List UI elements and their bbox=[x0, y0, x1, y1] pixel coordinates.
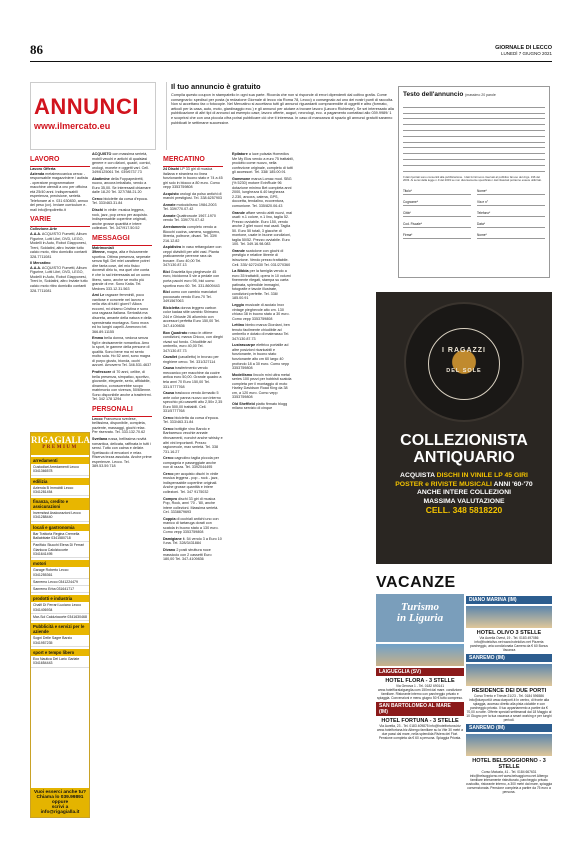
ad-body: motociclismo 1984-2003 Tel. 339/770.07.42 bbox=[163, 202, 217, 212]
classifieds-column-2 bbox=[92, 152, 152, 471]
ad-body: in vaso rettangolare con ceppi divisibili per altri vasi. Pianta praticamente perenne rara da trovare. Euro 40,00 Tel. 347/130.87.13 bbox=[163, 245, 222, 268]
ad-lead: Epilatore bbox=[232, 152, 248, 156]
vacanze-left-column bbox=[376, 594, 464, 822]
ad-lead: Old Sheffield bbox=[232, 401, 255, 406]
directory-category: motori bbox=[31, 560, 89, 567]
directory-entry: Bar Trattoria Regina Cremella Ballabbiate 0341580718 bbox=[31, 531, 89, 543]
classified-ad bbox=[163, 548, 223, 562]
classified-ad bbox=[232, 343, 294, 370]
ad-lead: Grande bbox=[232, 210, 245, 215]
section-heading: MERCATINO bbox=[163, 156, 205, 163]
logo-text-top: I RAGAZZI bbox=[442, 347, 486, 354]
hotel-details: Via Genova 1 - Tel. 0182 690141 www.hotelfloralaigueglia.com 150mt dal mare. condizione familiare. Ristorante interno con parcheggio privato e spiaggia. Convenzioni e menu giugno 50 € tutto compreso. bbox=[377, 684, 463, 700]
ad-body: di occhiali antichi uno con manico di tartaruga dorati con scatola in buono stato a 130 euro. Como vepp 3353759808 bbox=[163, 516, 219, 535]
ragazzi-del-sole-logo bbox=[428, 328, 500, 400]
ad-body: bella donna, vedova senza figli e decisamente romantica. Amo lo sport, le gamme della persone di qualità. Sono bene ma mi sento molto sola. Ho 52 anni, sono magra di purpo giusto, bionda, occhi azzurri. Amoverro Tel. 346.531.4637 bbox=[92, 336, 152, 368]
ad-lead: A.A.A. bbox=[30, 232, 42, 237]
rigagialla-footer-line: Vuoi esserci anche tu? bbox=[33, 790, 87, 795]
classified-ad bbox=[163, 427, 223, 454]
collector-line: MASSIMA VALUTAZIONE bbox=[423, 497, 505, 505]
subsection-heading: Lavoro Offerta bbox=[30, 167, 56, 171]
collector-line: ANCHE INTERE COLLEZIONI bbox=[416, 489, 512, 497]
ad-body: ragazze femminili, poco vanitose e concrete nel lavoro e nella vita di tutti i giorni? Allora eccomi, mi chiamo Cristina e sono una ragazza italiana. Seriosità ma discreta, amante della natura e della spensierata montagna. Sono mora ed ho lunghi capelli. Amerovro tel. 366.89.11155 bbox=[92, 293, 152, 334]
ad-lead: Divano bbox=[163, 548, 176, 553]
issue-date: LUNEDÌ 7 GIUGNO 2021 bbox=[500, 51, 552, 56]
hotel-name: HOTEL FORTUNA - 3 STELLE bbox=[381, 718, 459, 724]
classified-ad bbox=[163, 391, 223, 414]
coupon-field[interactable]: Via e n° bbox=[477, 197, 545, 206]
classified-ad bbox=[232, 303, 294, 321]
classified-ad bbox=[163, 203, 223, 212]
collector-line-highlight: POSTER e RIVISTE MUSICALI bbox=[395, 480, 492, 488]
classified-ad bbox=[232, 211, 294, 247]
ad-body: bimbo marca Giordani, ben tenuto facilmente chiudibile ad ombrello e dotato di materasso Tel. 347/130.87.73 bbox=[232, 323, 290, 341]
ad-lead: Cerco bbox=[163, 456, 174, 461]
newspaper-name: GIORNALE DI LECCO bbox=[495, 45, 552, 51]
collector-headline bbox=[376, 432, 552, 466]
ad-body: uomo con cambio marciatori pocousato vendo Euro.70 Tel. 3491567063 bbox=[163, 290, 218, 304]
classified-ad bbox=[163, 456, 223, 470]
collector-line: ANNI '60-'70 bbox=[491, 480, 533, 488]
classified-ad bbox=[163, 214, 223, 223]
hotel-details: Via Aurelia Ovest, 19 - Tel. 0183 497086 info@hotelolivo.net www.hotelolivo.net Pizzeria parcheggio, aria condizionata Camera da € 60 Bonus Vacanza bbox=[470, 636, 548, 652]
classified-ad bbox=[232, 323, 294, 341]
classified-ad bbox=[92, 197, 152, 206]
ad-lead: Box Quadrato bbox=[163, 330, 188, 335]
section-heading: MESSAGGI bbox=[92, 234, 130, 242]
classified-ad bbox=[92, 250, 152, 291]
rigagialla-footer-line: Chiama lo 039.99891 oppure bbox=[36, 795, 84, 805]
ad-body: donna leggero carbon color kadaa stile cambio Shimano 244 e Ghiuste 26 alluminio con accessori perfetta Euro 150,00 Tel. 347-4109836 bbox=[163, 305, 220, 328]
vacanze-title: VACANZE bbox=[376, 574, 456, 591]
rigagialla-box bbox=[30, 432, 90, 818]
ad-lead: Lustrascarpe bbox=[232, 343, 256, 348]
ad-lead: Cerco bbox=[163, 471, 174, 476]
directory-category: finanza, credito e assicurazioni bbox=[31, 498, 89, 510]
ad-body: cagnolino taglia piccola per compagnia e passeggiate anche non di razza. Tel. 3392044495 bbox=[163, 456, 219, 470]
ad-lead: Modellismo bbox=[232, 372, 253, 377]
ad-body: rosso in ottime condizioni, marca Chicco, con dieghi vivaci sul fondo. Chiudibile ad ombrello, euro 40,00 Tel. 347/130.87.73 bbox=[163, 330, 223, 353]
hotel-photo bbox=[466, 606, 552, 628]
ad-body: per acquisto dischi in vinile musica leggera - pop - rock - jazz, indispensabile copertine originali. Anche grosse quantità e intere collezioni. Tel. 347 9175032 bbox=[163, 471, 219, 494]
ad-lead: Bicicletta bbox=[163, 305, 180, 310]
ad-lead: Cavallet bbox=[163, 355, 178, 360]
coupon-field[interactable]: Città* bbox=[403, 208, 471, 217]
ad-lead: Bici bbox=[163, 269, 170, 274]
classified-ad bbox=[163, 497, 223, 515]
classified-ad bbox=[232, 249, 294, 267]
ad-body: (cavalletto) in bronzo per ringhiere cerco. Tel. 331/327114 bbox=[163, 355, 219, 364]
hotel-name: HOTEL OLIVO 3 STELLE bbox=[476, 630, 542, 636]
ad-body: orologi da polso antichi di marchi prestigiosi. Tel. 338.6257903 bbox=[163, 191, 222, 201]
ad-lead: Damigiane bbox=[163, 536, 182, 541]
directory-entry: Sanremo Erba 031641717 bbox=[31, 586, 89, 593]
seaside-photo bbox=[376, 644, 464, 666]
ad-lead: Lecco bbox=[92, 416, 103, 421]
ad-lead: Leggio bbox=[232, 302, 245, 307]
ad-body: piatto firmato blogg milano servizio di cinque bbox=[232, 401, 288, 411]
coupon-title bbox=[403, 91, 545, 98]
ad-lead: Gommone bbox=[232, 176, 251, 181]
ad-lead: Azienda bbox=[30, 171, 45, 176]
hotel-details: Via Aurelia, 23 - Tel. 0183 409875 info@hotelfortuna.biz www.hotelfortuna.biz Albergo familiare su la Vite 30 metri a due passi dal mare, nella splendida Riviera dei Fiori. Pensione completa da € 60 a persona. Spiaggia Privata. bbox=[377, 724, 463, 740]
ad-body: per la famiglia vendo a euro 35 trattabili, opera in 10 volumi finemente rilegati, stampa su carta patinata, splendide immagini, fotografie e tavole illustrate, condizioni perfette. Tel. 338/ 185.00.91 bbox=[232, 269, 291, 301]
directory-entry: Sanremo Lecco 0341224479 bbox=[31, 579, 89, 586]
ad-body: dischi 33 giri di musica Pop, Rock, anni '70 - '80, anche intere collezioni. Massima serietà. Cel. 3338879693 bbox=[163, 496, 219, 515]
ad-lead: 39enne, bbox=[92, 250, 106, 255]
ad-body: in vinile: musica leggera, rock, jazz, pop cerco per acquisto. Indispensabile copertine originali, anche grosse quantità e intere collezioni. Tel. 347/917.50.52 bbox=[92, 208, 148, 231]
classified-ad bbox=[163, 290, 223, 304]
ad-lead: Grande bbox=[232, 248, 245, 253]
directory-entry: Invemdsst Assicurazioni Lecco 0341288440 bbox=[31, 510, 89, 522]
annunci-title: ANNUNCI bbox=[34, 94, 139, 119]
directory-entry: Mar-Sol Calolziocorte 0341630468 bbox=[31, 614, 89, 621]
classified-ad bbox=[92, 370, 152, 402]
classified-ad bbox=[30, 172, 90, 213]
directory-category: locali e gastronomia bbox=[31, 524, 89, 531]
ad-lead: Emma bbox=[92, 336, 104, 341]
rigagialla-brand: RIGAGIALLA bbox=[31, 435, 91, 445]
section-heading: VARIE bbox=[30, 216, 51, 224]
collector-line-highlight: DISCHI IN VINILE LP 45 GIRI bbox=[436, 472, 528, 479]
ad-body: lt. 54 vendo 3 a Euro 10 l'una. Tel. 328/3431884 bbox=[163, 536, 222, 546]
ad-body: lincoln mini ultra metal series 100 pezzi per hobbisti scatola completa per il montaggio di moto Harley Davidson Road King da 38 cm, a 120 euro. Como vepp 3353759808 bbox=[232, 372, 292, 400]
classified-ad bbox=[92, 437, 152, 469]
hotel-photo bbox=[466, 664, 552, 686]
ad-lead: Cerco bbox=[92, 196, 103, 201]
ad-lead: Abatimine bbox=[92, 176, 110, 181]
classified-ad bbox=[92, 336, 152, 368]
ad-body: 2 posti struttura noce massiccio con 2 cassetti Euro 180,00 Tel. 347-4109836 bbox=[163, 548, 212, 562]
ad-body: biciclette da corsa d'epoca. Tel. 333/463.31.84 bbox=[92, 196, 148, 206]
ad-lead: Cerco bbox=[163, 415, 174, 420]
directory-entry: Eco Nautica Del Lario Garlate 0341654443 bbox=[31, 656, 89, 668]
ad-body: affare vendo abiti nuovi, mai usati: n.1 colore, n.1 lino, taglia 52. Prezzo ovviabile. Euro 150, vendo anche 2 gilet nuovi mai usati. Taglia 50. Euro 50 totali, 3 giacche di montone, usate in buone condizioni, taglia 50/52. Prezzo ovviabile. Euro 100. Tel. 349.16.98.083 bbox=[232, 210, 293, 247]
coupon-text-lines[interactable] bbox=[403, 102, 545, 172]
classified-ad bbox=[163, 245, 223, 268]
classified-ad bbox=[163, 517, 223, 535]
classified-ad bbox=[232, 269, 294, 301]
ad-lead: Bici bbox=[163, 290, 170, 295]
subsection-heading: Matrimoniali bbox=[92, 245, 114, 250]
ad-lead: Dischi bbox=[92, 208, 104, 213]
logo-text-bottom: DEL SOLE bbox=[446, 368, 482, 374]
ad-body: Graziella tipo pieghevole 45 euro, bicidonna 5 vie a pedale con porta pacchi euro 95, bici uomo sportiva euro 60. Tel. 331.8609443 bbox=[163, 269, 220, 288]
ad-body: russa, bellissima novità romantica, delicata, raffinata in tutti i sensi. Tutto con calma e delizie. Spettacolo di emozioni e relax. Riserva tezza assoluta. Anche prime esperienze. Lecco. Tel. 389.53.59.718 bbox=[92, 436, 152, 469]
classified-ad bbox=[92, 177, 152, 195]
directory-entry: Sogni Delle Sagre Barzio 0341957235 bbox=[31, 635, 89, 647]
classified-ad bbox=[163, 366, 223, 389]
ad-coupon-form bbox=[398, 86, 550, 278]
ad-lead: Coppia bbox=[163, 516, 176, 521]
ad-body: LP 33 giri di musica italiana e straniera no linea funzionante in buono stato e 74 a 45 giri solo in blocco a 80 euro. Como vepp 3353759808 bbox=[163, 167, 223, 190]
classified-ad bbox=[92, 293, 152, 334]
ad-body: Francesca svedese, bellissima, disponibile, completa, paziente, massaggi, giochi relax. Per riservato. Tel. 333.132.70.62 bbox=[92, 416, 146, 435]
directory-category: Pubblicità e servizi per le aziende bbox=[31, 623, 89, 635]
classified-ad bbox=[30, 232, 90, 259]
ad-lead: Cerco bbox=[163, 426, 174, 431]
classified-ad bbox=[163, 270, 223, 288]
classified-ad bbox=[163, 331, 223, 354]
ad-body: magra, alta e fisicamente sportiva. Ottima presenza, seperate senza figli. Dei miei carattere potrei dire fanta cose, del mio fisico dovresti dirlo tu, ma quel che conta è che lo sai interessata ad un uomo libero, sano, anche se molto più grande di me. Sono Katia. Tel. Medves 333.12.31.563 bbox=[92, 250, 151, 291]
ad-lead: Ami Le bbox=[92, 293, 105, 298]
subsection-heading: Il Mercatino bbox=[30, 261, 51, 266]
classified-ad bbox=[163, 537, 223, 546]
page-header bbox=[30, 44, 552, 62]
ad-body: di 70 anni, celibe, di bella presenza, simpatico, sportivo, giovanile, elegante, serio, affidabile, dinamico, conoscerebbe scopo matrimonio con vivenza, 50/65enne. Sono disponibile anche a trasferirmi. Tel. 342 178 1294 bbox=[92, 369, 152, 402]
rigagialla-directory bbox=[31, 457, 89, 668]
section-heading: PERSONALI bbox=[92, 405, 133, 413]
masthead bbox=[495, 45, 552, 56]
hotel-list-left bbox=[376, 668, 464, 740]
rigagialla-footer-line[interactable]: scrivi a info@rigagialla.it bbox=[40, 805, 80, 815]
directory-category: edilizia bbox=[31, 478, 89, 485]
hotel-list-right bbox=[466, 594, 552, 822]
ad-body: ACQUISTO Fumetti, Album Figurine, Lotti Libri, DVD, LEGO, Modelli in Auto, Robot Giapponesi, Treni in, Soldatini, altro Inviate tutto calcio moto ritiro domicilio contanti 328-7711081 bbox=[30, 265, 88, 293]
ad-body: traslocco vendo Armadio 5 ante color panna nuovo con interno specchio più cassetti alto 2,50x 2,35 Euro 500,00 trattabili. Cell. 331/5777768 bbox=[163, 391, 223, 414]
turismo-text: Turismo bbox=[400, 601, 440, 613]
free-ad-title: Il tuo annuncio è gratuito bbox=[171, 82, 261, 91]
free-ad-info bbox=[166, 82, 394, 150]
coupon-field[interactable]: Firma* bbox=[403, 230, 471, 239]
ad-lead: Compro bbox=[163, 496, 178, 501]
coupon-field[interactable]: Cod. Fiscale* bbox=[403, 219, 471, 228]
classified-ad bbox=[163, 306, 223, 329]
coupon-subtitle: (massimo 20 parole bbox=[465, 93, 496, 97]
ad-body: musicale di acciaio Inox vintage pieghevole alto cm. 130 chiuso 38 in buono stato a 30 euro. Como vepp 3353759808 bbox=[232, 302, 290, 321]
location-bar: SANREMO (IM) bbox=[466, 724, 552, 732]
location-bar: SANREMO (IM) bbox=[466, 654, 552, 662]
directory-entry: Panificio Stucchi Elena Di Ferrari Gianluca Calolziocorte 0341641495 bbox=[31, 542, 89, 558]
ad-body: con massima serietà, mobili vecchi e antichi di qualsiasi genere e con dizioni, quadri, cornici, orologi, monete e oggetti vari. Cell. 349/6125061 Tel. 039/6737.73 bbox=[92, 152, 152, 175]
collector-phone[interactable]: CELL. 348 5818220 bbox=[425, 505, 503, 516]
coupon-fields bbox=[403, 186, 545, 239]
rigagialla-footer bbox=[31, 788, 89, 817]
location-bar: SAN BARTOLOMEO AL MARE (IM) bbox=[376, 702, 464, 716]
classified-ad bbox=[163, 472, 223, 495]
location-bar: DIANO MARINA (IM) bbox=[466, 596, 552, 604]
directory-category: arredamenti bbox=[31, 457, 89, 464]
hotel-photo bbox=[466, 734, 552, 756]
coupon-field[interactable]: Data* bbox=[477, 219, 545, 228]
ad-body: trasferimento vendo meccanico per macchine da cucire antica euro 50,00. Grande quadro a tela anni 70 Euro 150,00 Tel. 331.5777768 bbox=[163, 366, 222, 389]
collector-details bbox=[382, 472, 546, 515]
free-ad-text: Compila questo coupon in stampatello in ogni sua parte. Ricorda che non si risponde di errori dipendenti dal coltivo grafia. Come consegnarlo: spedisci per posta (a redazione Giornale di lecco via Roma 78, Lecco) o consegnalo ad uno dei nostri punti di raccolta. Non si accettano fax o fotocopie. Nel Mercatino si accettano tutti gli annunci riguardanti compravendite di oggetti e altro (formato, articoli per la casa, auto, moto, giardinaggio ecc.) e gli annunci per aiutare a trovare lavoro (Lavoro Richieste). Se sei interessato alla pubblicazione di altri tipi di annunci ad esempio case, lavoro offerte, auguri, necrologi, ecc. a pagamento contattaci allo 039.9989/ 1 e scoprirai che con una piccola cifra potrai pubblicare ciò che ti interessa. In caso di mancanza di spazio gli annunci gratuiti saranno pubblicati le settimane successive. bbox=[171, 93, 394, 125]
ad-lead: ACQUISTO bbox=[92, 152, 112, 156]
coupon-privacy-note: Il dati riportati sono consentiti alla pubblicazione. I dati forniti sono riservati al pubblico fai uso del d.lgs. 196 del 2003. Ai sensi della legge n.9 del 2003 se non diversamente specificato i dati rilasciati potranno essere utilizzati. bbox=[403, 174, 542, 182]
ad-body: bottiglie vino Barolo e Barbaresco vecchie annate ritrovamenti, nonché anche whisky e altri vini importanti. Prezzo ragionevole, max serietà. Tel. 338 731.16.27 bbox=[163, 426, 223, 454]
classified-ad bbox=[30, 266, 90, 293]
ad-lead: La Bibbia bbox=[232, 269, 249, 274]
classified-ad bbox=[232, 177, 294, 209]
ad-lead: Aspidistra bbox=[163, 245, 182, 250]
ad-lead: Annate bbox=[163, 213, 176, 218]
coupon-field[interactable]: Telefono* bbox=[477, 208, 545, 217]
ad-lead: Causa bbox=[163, 366, 175, 371]
classified-ad bbox=[163, 416, 223, 425]
coupon-title-text: Testo dell'annuncio bbox=[403, 91, 464, 98]
ad-lead: Acquisto bbox=[163, 191, 179, 196]
classifieds-column-3 bbox=[163, 152, 223, 564]
collector-title-1: COLLEZIONISTA bbox=[400, 432, 528, 449]
ad-body: marca Lomac mod. SBG (% 5230) motore EvinRude 96 dotazione minimo Bet completa anni 2000, lunghezza 6.40 larghezza 2.230, ancora, catena, GPS, doccetta, tendalino, ecoventura, comunione. Tel. 335/820.06.43 bbox=[232, 176, 292, 209]
ad-lead: Annate bbox=[163, 202, 176, 207]
ad-lead: 24 Dischi bbox=[163, 167, 180, 171]
section-heading: LAVORO bbox=[30, 156, 60, 163]
rigagialla-tagline: PREMIUM bbox=[42, 445, 78, 450]
ad-body: bicicletta da corsa d'epoca. Tel. 333/463.31.84 bbox=[163, 415, 219, 425]
rigagialla-logo bbox=[31, 433, 89, 455]
directory-entry: Chalfi Di Ferrari Luciano Lecco 0341406934 bbox=[31, 602, 89, 614]
turismo-liguria-banner bbox=[376, 594, 464, 642]
classified-ad bbox=[232, 402, 294, 411]
ad-lead: Svetlana bbox=[92, 436, 108, 441]
classified-ad bbox=[163, 167, 223, 190]
turismo-subtext: in Liguria bbox=[396, 612, 444, 624]
classified-ad bbox=[92, 417, 152, 435]
ad-body: della Foppapedretti, nuovo, ancora imballato, vendo a Euro 35,00. Se interessati chiamare dalle 18-20 Tel. 327/788.21.20 bbox=[92, 176, 151, 195]
collector-title-2: ANTIQUARIO bbox=[413, 449, 515, 466]
classified-ad bbox=[232, 373, 294, 400]
directory-entry: Azienda B Immobili Lecco 0341281454 bbox=[31, 485, 89, 497]
ad-body: a luce pulsata Homedics Me My Elos vendo a euro 75 trattabili, prodotto come nuovo, nella confezione originale, completo di tutti gli accessori. Tel. 338/ 185.00.91 bbox=[232, 152, 294, 175]
hotel-name: HOTEL BELSOGGIORNO - 3 STELLE bbox=[472, 758, 546, 770]
directory-entry: Garage Roberto Lecco 0341255361 bbox=[31, 567, 89, 579]
annunci-url[interactable]: www.ilmercato.eu bbox=[34, 121, 111, 131]
classified-ad bbox=[92, 208, 152, 231]
coupon-field[interactable]: Cognome* bbox=[403, 197, 471, 206]
classifieds-column-1 bbox=[30, 152, 90, 295]
coupon-write-line[interactable] bbox=[403, 166, 545, 172]
ad-lead: Arredamento bbox=[163, 225, 186, 230]
ad-body: completo vendo a: Blocchi cucina, camera, soggiorno, libreria, poltrone, divani. Tel. 339/ 216.12.82 bbox=[163, 225, 221, 243]
subsection-heading: Collezione-Arte bbox=[30, 227, 58, 232]
ad-body: ACQUISTO Fumetti, Album Figurine, Lotti Libri, DVD, LEGO, Modelli in Auto, Robot Giapponesi, Treni, Soldatini, altro Inviate tutto calcio moto, ritiro domicilio contanti 328-7711081 bbox=[30, 232, 88, 259]
ad-lead: Causa bbox=[163, 391, 175, 396]
location-bar: LAIGUEGLIA (SV) bbox=[376, 668, 464, 676]
coupon-field[interactable]: Nome* bbox=[477, 186, 545, 195]
classified-ad bbox=[163, 192, 223, 201]
classifieds-column-4 bbox=[232, 152, 294, 413]
classified-ad bbox=[163, 225, 223, 243]
directory-category: sport e tempo libero bbox=[31, 649, 89, 656]
ad-body: elettrico portatile ad altre posizioni ricaricabili e funzionante, in buono stato funzionante alto cm 60 largo 40 profondo 18 a 30 euro. Como vepp 3353759808 bbox=[232, 343, 290, 371]
ad-lead: Professore bbox=[92, 369, 112, 374]
ad-lead: Lettino bbox=[232, 323, 245, 328]
page-number: 86 bbox=[30, 42, 43, 57]
hotel-name: RESIDENCE DEI DUE PORTI bbox=[471, 688, 547, 694]
hotel-details: Corso Trento e Trieste 21/23 - Tel. 0184 596586 info@dueporti.it www.dueporti.it In centro, di fronte alla spiaggia, accesso diretto alla pista ciclabile e con parcheggio privato. Il tuo appartamento a partire da € 70,00 a notte. Offerte speciali settimanali dal 18 Maggio al 10 Giugno per la tua vacanza a smart working e per lunghi periodi. bbox=[466, 694, 552, 722]
ad-body: metalmeccanica cerca: - responsabile magazziniere / autista - operatore programmatore macchine utensili a cnc per officina età 25/40 anni. Indispensabili esperienza, precisione, serietà. Telefonare al n. 031 630830, annuo del peso (cv). Inviare curriculum e-mail info@mpdiretto.it bbox=[30, 171, 89, 212]
ad-body: Quattroruote 1967-1970 vendo Tel. 339/770.07.42 bbox=[163, 213, 216, 223]
ad-lead: A.A.A. bbox=[30, 265, 42, 270]
collector-ad bbox=[376, 292, 552, 564]
directory-category: prodotti e industria bbox=[31, 595, 89, 602]
hotel-name: HOTEL FLORA - 3 STELLE bbox=[385, 678, 455, 684]
coupon-field[interactable]: Titolo* bbox=[403, 186, 471, 195]
collector-line: ACQUISTA bbox=[400, 472, 437, 479]
directory-entry: Custodiari Arredamenti Lecco 0341366578 bbox=[31, 464, 89, 476]
hotel-details: Corso Matuzia, 41 - Tel. 0184 667631 info@belsoggiorno.net www.belsoggiorno.net Albergo familiare interamente ristrutturato, parcheggio privato custodito, ristorante interno, a 300 metri dal mare, spiaggia convenzionata. Pensione completa a partire da 75 euro a persona. bbox=[466, 770, 552, 794]
classified-ad bbox=[92, 152, 152, 175]
coupon-field[interactable]: Nome* bbox=[477, 230, 545, 239]
classified-ad bbox=[163, 355, 223, 364]
ad-body: scatolone con giochi di prestigio e relative librerie di istruzione. Vendo prezzo trattabile. Cell. 335/ 6272430 Tel. 031/270360 bbox=[232, 248, 291, 267]
classified-ad bbox=[232, 152, 294, 175]
